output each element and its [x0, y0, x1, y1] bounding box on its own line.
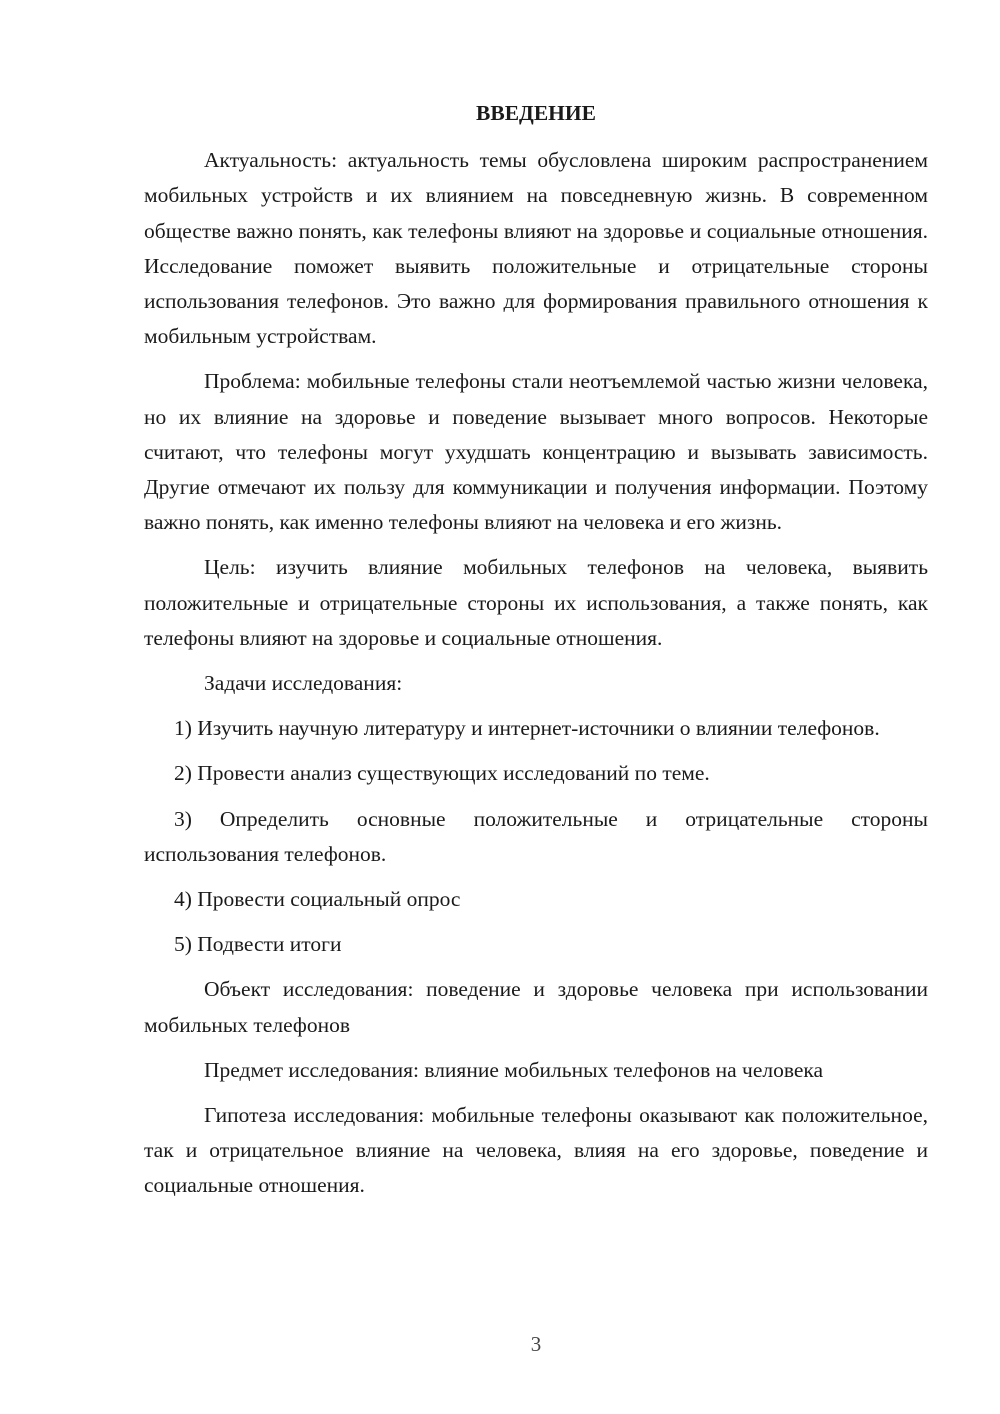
task-item: 4) Провести социальный опрос — [174, 887, 461, 912]
paragraph-hypothesis: Гипотеза исследования: мобильные телефоны оказывают как положительное, так и отрицательное влияние на человека, влияя на его здоровье, поведение и социальные отношения. — [144, 1103, 928, 1198]
document-page — [144, 96, 928, 1214]
page-number: 3 — [530, 1332, 542, 1356]
task-item: 5) Подвести итоги — [174, 932, 342, 957]
task-item: 3) Определить основные положительные и отрицательные стороны использования телефонов. — [144, 806, 928, 866]
task-item: 1) Изучить научную литературу и интернет-источники о влиянии телефонов. — [174, 716, 880, 741]
paragraph-relevance: Актуальность: актуальность темы обусловлена широким распространением мобильных устройств и их влиянием на повседневную жизнь. В современном обществе важно понять, как телефоны влияют на здоровье и социальные отношения. Исследование поможет выявить положительные и отрицательные стороны использования телефонов. Это важно для формирования правильного отношения к мобильным устройствам. — [144, 148, 928, 349]
paragraph-subject: Предмет исследования: влияние мобильных телефонов на человека — [204, 1057, 824, 1082]
paragraph-goal: Цель: изучить влияние мобильных телефонов на человека, выявить положительные и отрицательные стороны их использования, а также понять, как телефоны влияют на здоровье и социальные отношения. — [144, 555, 928, 650]
section-title: ВВЕДЕНИЕ — [476, 101, 596, 125]
task-item: 2) Провести анализ существующих исследований по теме. — [174, 761, 710, 786]
paragraph-object: Объект исследования: поведение и здоровье человека при использовании мобильных телефонов — [144, 977, 928, 1037]
paragraph-problem: Проблема: мобильные телефоны стали неотъемлемой частью жизни человека, но их влияние на здоровье и поведение вызывает много вопросов. Некоторые считают, что телефоны могут ухудшать концентрацию и вызывать зависимость. Другие отмечают их пользу для коммуникации и получения информации. Поэтому важно понять, как именно телефоны влияют на человека и его жизнь. — [144, 369, 928, 535]
paragraph-tasks-heading: Задачи исследования: — [204, 671, 403, 696]
